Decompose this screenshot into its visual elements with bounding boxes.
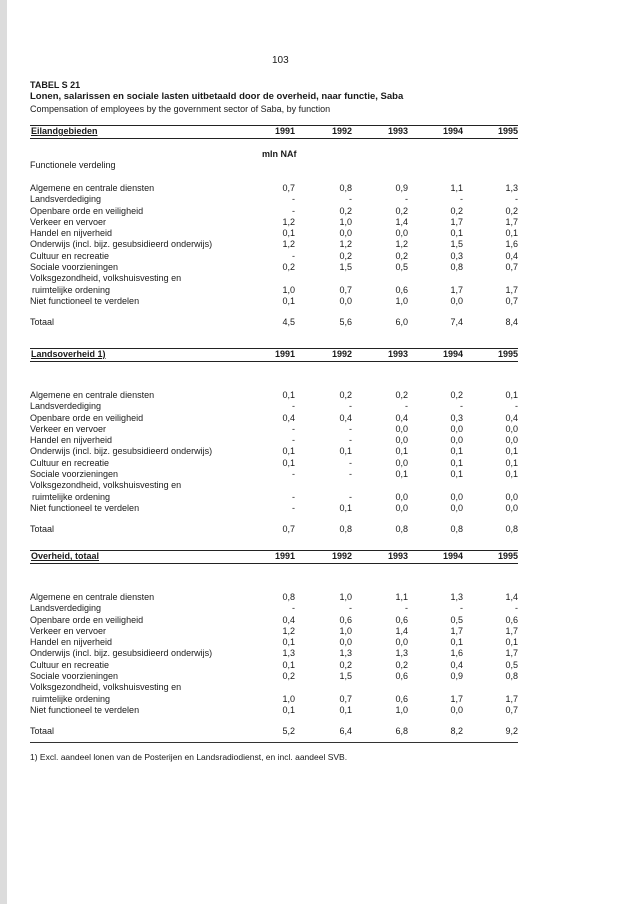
cell-value: 0,2 xyxy=(339,390,352,400)
total-row xyxy=(30,524,518,535)
row-label: Cultuur en recreatie xyxy=(30,659,110,670)
cell-value: 0,8 xyxy=(450,524,463,535)
year-header: 1992 xyxy=(331,349,352,359)
table-row xyxy=(30,262,518,273)
section-title: Landsoverheid 1) xyxy=(31,349,106,359)
cell-value: 0,1 xyxy=(505,637,518,648)
cell-value: 0,1 xyxy=(450,637,463,648)
cell-value: 0,0 xyxy=(395,435,408,446)
cell-value: 1,4 xyxy=(395,625,408,636)
cell-value: 4,5 xyxy=(282,317,295,328)
cell-value: - xyxy=(405,194,408,205)
cell-value: 1,2 xyxy=(395,239,408,250)
table-row xyxy=(30,228,518,239)
scan-edge-shadow xyxy=(0,0,7,904)
cell-value: 0,1 xyxy=(282,457,295,468)
table-row xyxy=(30,273,518,284)
cell-value: 0,0 xyxy=(339,295,352,306)
row-label: Cultuur en recreatie xyxy=(30,250,110,261)
cell-value: - xyxy=(349,435,352,446)
functional-breakdown-label: Functionele verdeling xyxy=(30,160,116,170)
row-label: Niet functioneel te verdelen xyxy=(30,502,140,513)
year-header: 1993 xyxy=(387,126,408,136)
cell-value: 0,2 xyxy=(395,205,408,216)
cell-value: 1,3 xyxy=(395,648,408,659)
cell-value: - xyxy=(292,205,295,216)
row-label: Handel en nijverheid xyxy=(30,228,113,239)
cell-value: 0,8 xyxy=(505,671,518,682)
table-row xyxy=(30,424,518,435)
cell-value: 0,7 xyxy=(505,704,518,715)
cell-value: 0,1 xyxy=(282,295,295,306)
cell-value: 0,0 xyxy=(505,423,518,434)
unit-label: mln NAf xyxy=(262,149,297,159)
cell-value: 0,6 xyxy=(395,693,408,704)
table-row xyxy=(30,694,518,705)
year-header: 1993 xyxy=(387,349,408,359)
cell-value: 0,2 xyxy=(339,250,352,261)
total-row xyxy=(30,726,518,737)
cell-value: 0,5 xyxy=(505,659,518,670)
section-title: Eilandgebieden xyxy=(31,126,98,136)
year-header: 1994 xyxy=(442,126,463,136)
cell-value: 0,8 xyxy=(450,262,463,273)
table-row xyxy=(30,671,518,682)
cell-value: 0,0 xyxy=(505,491,518,502)
cell-value: 6,8 xyxy=(395,726,408,737)
cell-value: 1,2 xyxy=(282,239,295,250)
cell-value: 0,1 xyxy=(395,446,408,457)
row-label: Totaal xyxy=(30,317,55,328)
cell-value: - xyxy=(292,603,295,614)
cell-value: 0,2 xyxy=(339,205,352,216)
row-label: Onderwijs (incl. bijz. gesubsidieerd onderwijs) xyxy=(30,446,213,457)
cell-value: 0,5 xyxy=(395,262,408,273)
row-label: Openbare orde en veiligheid xyxy=(30,205,144,216)
cell-value: 1,3 xyxy=(339,648,352,659)
cell-value: 0,1 xyxy=(505,228,518,239)
row-label: Niet functioneel te verdelen xyxy=(30,704,140,715)
cell-value: 0,7 xyxy=(339,693,352,704)
section-1 xyxy=(30,348,518,536)
year-header: 1993 xyxy=(387,551,408,561)
year-header: 1995 xyxy=(497,349,518,359)
cell-value: - xyxy=(405,401,408,412)
cell-value: 0,3 xyxy=(450,250,463,261)
row-label: Verkeer en vervoer xyxy=(30,423,107,434)
year-header: 1995 xyxy=(497,126,518,136)
cell-value: - xyxy=(292,502,295,513)
cell-value: - xyxy=(515,603,518,614)
cell-value: 1,4 xyxy=(395,216,408,227)
cell-value: 0,6 xyxy=(395,284,408,295)
row-label: Sociale voorzieningen xyxy=(30,262,119,273)
cell-value: - xyxy=(349,491,352,502)
year-header: 1995 xyxy=(497,551,518,561)
table-row xyxy=(30,637,518,648)
cell-value: 0,8 xyxy=(395,524,408,535)
row-label: Verkeer en vervoer xyxy=(30,625,107,636)
title-english: Compensation of employees by the government sector of Saba, by function xyxy=(30,104,331,114)
table-row xyxy=(30,492,518,503)
cell-value: - xyxy=(349,469,352,480)
cell-value: 1,2 xyxy=(282,216,295,227)
table-row xyxy=(30,503,518,514)
row-label: Totaal xyxy=(30,726,55,737)
cell-value: 1,3 xyxy=(450,592,463,602)
table-row xyxy=(30,615,518,626)
row-label: Onderwijs (incl. bijz. gesubsidieerd onderwijs) xyxy=(30,648,213,659)
table-row xyxy=(30,390,518,401)
cell-value: 0,0 xyxy=(395,423,408,434)
table-row xyxy=(30,217,518,228)
table-row xyxy=(30,648,518,659)
cell-value: - xyxy=(405,603,408,614)
table-row xyxy=(30,435,518,446)
cell-value: 0,2 xyxy=(282,671,295,682)
row-label: ruimtelijke ordening xyxy=(32,284,111,295)
cell-value: 1,7 xyxy=(450,216,463,227)
total-row xyxy=(30,317,518,328)
cell-value: 1,7 xyxy=(505,648,518,659)
cell-value: 1,0 xyxy=(339,216,352,227)
cell-value: - xyxy=(349,194,352,205)
cell-value: 1,3 xyxy=(505,183,518,193)
cell-value: 0,7 xyxy=(339,284,352,295)
cell-value: 0,4 xyxy=(395,412,408,423)
cell-value: 0,4 xyxy=(505,250,518,261)
cell-value: 0,0 xyxy=(450,295,463,306)
table-row xyxy=(30,626,518,637)
cell-value: 0,0 xyxy=(339,228,352,239)
cell-value: 0,1 xyxy=(450,469,463,480)
cell-value: 1,0 xyxy=(395,295,408,306)
row-label: Niet functioneel te verdelen xyxy=(30,295,140,306)
section-title: Overheid, totaal xyxy=(31,551,100,561)
cell-value: 5,2 xyxy=(282,726,295,737)
row-label: Landsverdediging xyxy=(30,194,102,205)
section-0 xyxy=(30,125,518,329)
cell-value: 1,2 xyxy=(339,239,352,250)
cell-value: 0,2 xyxy=(450,390,463,400)
cell-value: - xyxy=(349,401,352,412)
cell-value: 0,2 xyxy=(282,262,295,273)
cell-value: 8,2 xyxy=(450,726,463,737)
cell-value: 0,1 xyxy=(505,469,518,480)
cell-value: 1,5 xyxy=(450,239,463,250)
cell-value: - xyxy=(515,194,518,205)
cell-value: 1,6 xyxy=(505,239,518,250)
cell-value: 1,6 xyxy=(450,648,463,659)
cell-value: 1,3 xyxy=(282,648,295,659)
cell-value: 0,8 xyxy=(282,592,295,602)
cell-value: 6,4 xyxy=(339,726,352,737)
cell-value: - xyxy=(349,457,352,468)
row-label: Volksgezondheid, volkshuisvesting en xyxy=(30,273,182,284)
cell-value: 0,6 xyxy=(395,671,408,682)
cell-value: 0,0 xyxy=(450,704,463,715)
cell-value: 1,5 xyxy=(339,262,352,273)
cell-value: 0,9 xyxy=(450,671,463,682)
cell-value: 0,1 xyxy=(505,457,518,468)
cell-value: 0,1 xyxy=(450,228,463,239)
cell-value: 1,7 xyxy=(450,693,463,704)
cell-value: 9,2 xyxy=(505,726,518,737)
year-header: 1992 xyxy=(331,551,352,561)
cell-value: 1,7 xyxy=(450,284,463,295)
cell-value: 0,1 xyxy=(282,659,295,670)
table-row xyxy=(30,239,518,250)
cell-value: 0,2 xyxy=(395,659,408,670)
year-header: 1991 xyxy=(274,551,295,561)
table-row xyxy=(30,401,518,412)
row-label: Verkeer en vervoer xyxy=(30,216,107,227)
row-label: Openbare orde en veiligheid xyxy=(30,614,144,625)
cell-value: 0,1 xyxy=(395,469,408,480)
cell-value: 1,7 xyxy=(505,284,518,295)
cell-value: 1,0 xyxy=(282,284,295,295)
cell-value: 1,2 xyxy=(282,625,295,636)
cell-value: 0,0 xyxy=(395,502,408,513)
footnote-rule xyxy=(30,742,518,743)
cell-value: - xyxy=(349,603,352,614)
section-header xyxy=(30,125,518,139)
cell-value: 8,4 xyxy=(505,317,518,328)
table-row xyxy=(30,446,518,457)
cell-value: - xyxy=(515,401,518,412)
row-label: Handel en nijverheid xyxy=(30,435,113,446)
cell-value: 1,7 xyxy=(450,625,463,636)
page-number: 103 xyxy=(272,55,289,66)
cell-value: 1,1 xyxy=(395,592,408,602)
cell-value: 0,6 xyxy=(339,614,352,625)
cell-value: 0,8 xyxy=(339,183,352,193)
table-row xyxy=(30,660,518,671)
cell-value: - xyxy=(292,435,295,446)
cell-value: - xyxy=(292,469,295,480)
table-row xyxy=(30,285,518,296)
year-header: 1994 xyxy=(442,349,463,359)
table-number: TABEL S 21 xyxy=(30,80,81,90)
row-label: Sociale voorzieningen xyxy=(30,671,119,682)
cell-value: - xyxy=(292,194,295,205)
cell-value: 0,8 xyxy=(339,524,352,535)
cell-value: 0,5 xyxy=(450,614,463,625)
cell-value: 1,7 xyxy=(505,693,518,704)
table-row xyxy=(30,592,518,603)
row-label: Totaal xyxy=(30,524,55,535)
cell-value: 0,4 xyxy=(505,412,518,423)
cell-value: 0,0 xyxy=(450,435,463,446)
cell-value: 0,1 xyxy=(282,637,295,648)
table-row xyxy=(30,705,518,716)
footnote: 1) Excl. aandeel lonen van de Posterijen en Landsradiodienst, en incl. aandeel SVB. xyxy=(30,752,348,762)
cell-value: 0,1 xyxy=(282,228,295,239)
cell-value: 0,2 xyxy=(339,659,352,670)
year-header: 1991 xyxy=(274,349,295,359)
cell-value: - xyxy=(460,603,463,614)
cell-value: 1,1 xyxy=(450,183,463,193)
cell-value: - xyxy=(292,491,295,502)
row-label: Volksgezondheid, volkshuisvesting en xyxy=(30,480,182,491)
cell-value: 0,0 xyxy=(450,423,463,434)
cell-value: 0,2 xyxy=(395,250,408,261)
cell-value: 1,4 xyxy=(505,592,518,602)
cell-value: 1,0 xyxy=(339,592,352,602)
cell-value: 0,6 xyxy=(505,614,518,625)
year-header: 1994 xyxy=(442,551,463,561)
cell-value: 7,4 xyxy=(450,317,463,328)
cell-value: - xyxy=(460,194,463,205)
row-label: Algemene en centrale diensten xyxy=(30,390,155,400)
row-label: Handel en nijverheid xyxy=(30,637,113,648)
table-row xyxy=(30,251,518,262)
cell-value: 0,7 xyxy=(505,295,518,306)
cell-value: 0,1 xyxy=(505,446,518,457)
cell-value: 0,7 xyxy=(282,183,295,193)
cell-value: 0,4 xyxy=(450,659,463,670)
year-header: 1992 xyxy=(331,126,352,136)
cell-value: 0,7 xyxy=(282,524,295,535)
cell-value: 0,4 xyxy=(282,614,295,625)
row-label: Landsverdediging xyxy=(30,603,102,614)
row-label: Sociale voorzieningen xyxy=(30,469,119,480)
title-dutch: Lonen, salarissen en sociale lasten uitbetaald door de overheid, naar functie, Saba xyxy=(30,91,404,102)
cell-value: 0,1 xyxy=(282,390,295,400)
cell-value: 0,8 xyxy=(505,524,518,535)
row-label: Onderwijs (incl. bijz. gesubsidieerd onderwijs) xyxy=(30,239,213,250)
cell-value: 0,1 xyxy=(450,446,463,457)
cell-value: 0,1 xyxy=(339,502,352,513)
cell-value: 6,0 xyxy=(395,317,408,328)
row-label: Algemene en centrale diensten xyxy=(30,183,155,193)
row-label: ruimtelijke ordening xyxy=(32,693,111,704)
cell-value: 0,0 xyxy=(505,435,518,446)
cell-value: 1,7 xyxy=(505,216,518,227)
table-row xyxy=(30,480,518,491)
cell-value: - xyxy=(349,423,352,434)
table-row xyxy=(30,296,518,307)
row-label: Algemene en centrale diensten xyxy=(30,592,155,602)
section-2 xyxy=(30,550,518,738)
cell-value: 0,1 xyxy=(282,446,295,457)
row-label: ruimtelijke ordening xyxy=(32,491,111,502)
cell-value: 0,4 xyxy=(282,412,295,423)
cell-value: 1,0 xyxy=(395,704,408,715)
cell-value: 0,1 xyxy=(282,704,295,715)
cell-value: - xyxy=(292,250,295,261)
row-label: Volksgezondheid, volkshuisvesting en xyxy=(30,682,182,693)
row-label: Cultuur en recreatie xyxy=(30,457,110,468)
table-row xyxy=(30,206,518,217)
table-row xyxy=(30,469,518,480)
cell-value: 0,2 xyxy=(450,205,463,216)
table-row xyxy=(30,458,518,469)
row-label: Landsverdediging xyxy=(30,401,102,412)
table-row xyxy=(30,413,518,424)
cell-value: 1,5 xyxy=(339,671,352,682)
cell-value: 0,2 xyxy=(395,390,408,400)
cell-value: 0,1 xyxy=(339,704,352,715)
table-row xyxy=(30,194,518,205)
row-label: Openbare orde en veiligheid xyxy=(30,412,144,423)
cell-value: 0,9 xyxy=(395,183,408,193)
table-row xyxy=(30,682,518,693)
cell-value: 0,0 xyxy=(450,502,463,513)
section-header xyxy=(30,348,518,362)
table-row xyxy=(30,603,518,614)
cell-value: 0,0 xyxy=(395,457,408,468)
cell-value: 5,6 xyxy=(339,317,352,328)
cell-value: 0,4 xyxy=(339,412,352,423)
table-header xyxy=(30,80,520,115)
cell-value: - xyxy=(292,401,295,412)
cell-value: 0,0 xyxy=(395,637,408,648)
cell-value: 0,0 xyxy=(505,502,518,513)
cell-value: 0,1 xyxy=(339,446,352,457)
table-row xyxy=(30,183,518,194)
cell-value: 0,0 xyxy=(395,228,408,239)
cell-value: 0,1 xyxy=(505,390,518,400)
cell-value: 0,3 xyxy=(450,412,463,423)
cell-value: 1,0 xyxy=(339,625,352,636)
cell-value: - xyxy=(460,401,463,412)
cell-value: 1,0 xyxy=(282,693,295,704)
section-header xyxy=(30,550,518,564)
cell-value: 0,0 xyxy=(395,491,408,502)
cell-value: 1,7 xyxy=(505,625,518,636)
cell-value: 0,6 xyxy=(395,614,408,625)
cell-value: 0,2 xyxy=(505,205,518,216)
cell-value: 0,1 xyxy=(450,457,463,468)
cell-value: 0,7 xyxy=(505,262,518,273)
cell-value: - xyxy=(292,423,295,434)
year-header: 1991 xyxy=(274,126,295,136)
cell-value: 0,0 xyxy=(339,637,352,648)
cell-value: 0,0 xyxy=(450,491,463,502)
